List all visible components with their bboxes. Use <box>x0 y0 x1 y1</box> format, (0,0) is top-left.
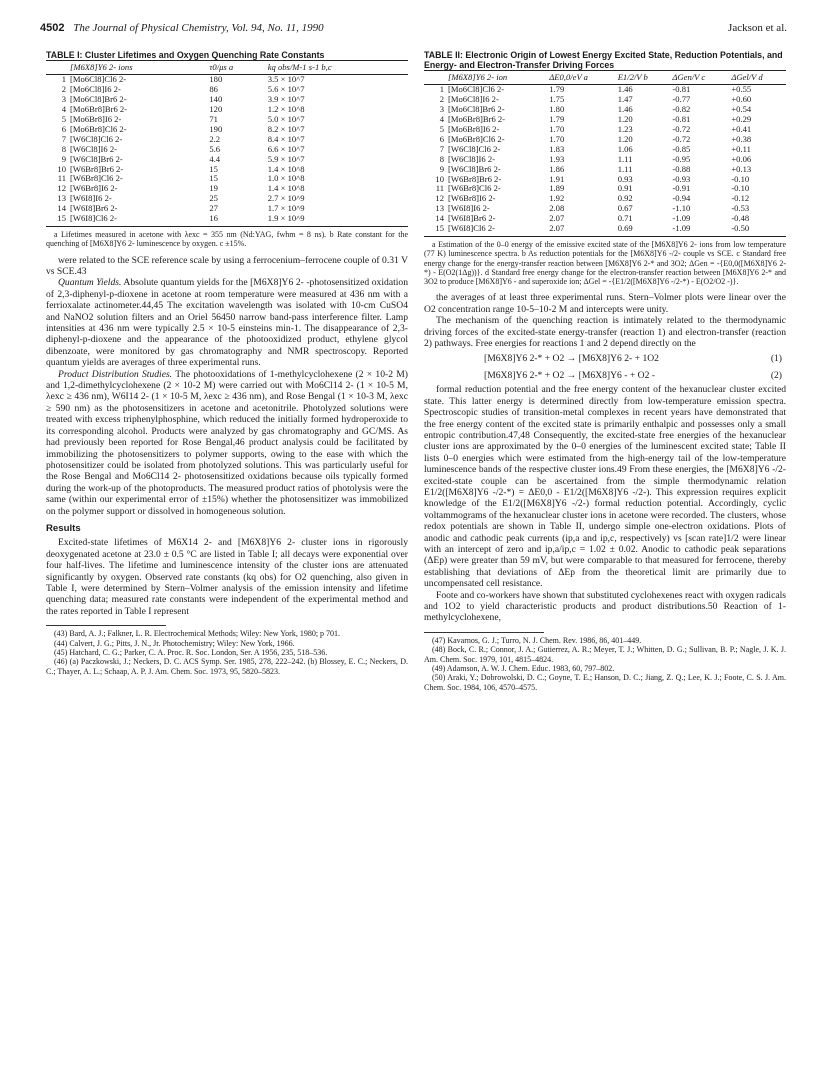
table1-cell: 3.5 × 10^7 <box>267 74 305 85</box>
table2-cell: +0.06 <box>731 153 752 164</box>
table1-cell: 3 <box>61 94 66 105</box>
table1-cell: [W6Br8]Br6 2- <box>70 163 124 174</box>
table1-cell: 1.4 × 10^8 <box>267 163 305 174</box>
table2-cell: [W6Br8]Cl6 2- <box>448 183 501 194</box>
table1-cell: 14 <box>57 203 66 214</box>
left-paragraph-4: Excited-state lifetimes of M6X14 2- and [M6X8]Y6 2- cluster ions in rigorously deoxygenated acetone at 23.0 ± 0.5 °C are listed in Table I; all decays were exponential over four half-lives. The lifetime and luminescence intensity of the cluster ions are attenuated significantly by oxygen. Observed rate constants (kq obs) for O2 quenching, also given in Table I, were determined by Stern–Volmer analysis of the emission intensity and lifetime quenching data; measured rate constants were independent of the experimental method and the rates reported in Table I represent <box>46 537 408 617</box>
table2-cell: -0.53 <box>731 203 750 214</box>
table1-cell: 27 <box>209 203 218 214</box>
table2-cell: 1 <box>439 84 444 95</box>
table1-cell: 11 <box>57 173 66 184</box>
table1-cell: 4 <box>61 104 66 115</box>
table2-cell: 1.70 <box>549 124 565 135</box>
table2-cell: -1.10 <box>672 203 691 214</box>
table1-cell: [Mo6Cl8]I6 2- <box>70 84 121 95</box>
product-distribution-text: The photooxidations of 1-methylcyclohexene (2 × 10-2 M) and 1,2-dimethylcyclohexene (2 × 10-2 M) were carried out with Mo6Cl14 2- (1 × 10-5 M, λexc ≥ 436 nm), W6I14 2- (1 × 10-5 M, λexc ≥ 436 nm), and Rose Bengal (1 × 10-3 M, λexc ≥ 590 nm) as the photosensitizers in acetone and acetonitrile. Photolyzed solutions were treated with excess triphenylphosphine, which reduced the initially formed hydroperoxide to its corresponding alcohol. Products were analyzed by gas chromatography and GC/MS. As had previously been reported for Rose Bengal,46 product analysis could be facilitated by immobilizing the photosensitizers to polymer supports, owing to the ease with which the photosensitizer could be isolated from photolyzed solutions. This was particularly useful for the Rose Bengal and Mo6Cl14 2- photosensitized oxidations because oils typically formed during the work-up of the photoproducts. The measured product ratios of photolysis were the same (within our experimental error of ±15%) whether the photosensitizer was immobilized on the polymer support or dissolved in homogeneous solution. <box>46 368 409 517</box>
table2-cell: [W6Cl8]Cl6 2- <box>448 143 501 154</box>
table2-cell: [W6Br8]I6 2- <box>448 193 496 204</box>
table2-cell: 1.91 <box>549 173 565 184</box>
table2-cell: -0.93 <box>672 173 691 184</box>
table2-cell: 6 <box>439 133 444 144</box>
right-column <box>424 50 786 692</box>
table1-cell: 5 <box>61 114 66 125</box>
right-references <box>424 636 786 692</box>
table1-cell: 5.6 <box>209 143 221 154</box>
table2-cell: 1.46 <box>617 84 633 95</box>
table2-cell: [W6I8]I6 2- <box>448 203 490 214</box>
table2-cell: 1.86 <box>549 163 565 174</box>
table1-cell: 3.9 × 10^7 <box>267 94 305 105</box>
table2-cell: +0.29 <box>731 114 752 125</box>
table1-cell: 6.6 × 10^7 <box>267 143 305 154</box>
table1-cell: 180 <box>209 74 223 85</box>
table1-cell: 140 <box>209 94 223 105</box>
table1-cell: 120 <box>209 104 223 115</box>
table2-cell: 0.93 <box>617 173 633 184</box>
table2-cell: 0.92 <box>617 193 633 204</box>
table1-footnote: a Lifetimes measured in acetone with λexc = 355 nm (Nd:YAG, fwhm = 8 ns). b Rate constant for the quenching of [M6X8]Y6 2- luminescence by oxygen. c ±15%. <box>46 230 408 249</box>
table2-cell: 0.71 <box>617 213 633 224</box>
equation-2-text: [M6X8]Y6 2-* + O2 → [M6X8]Y6 - + O2 - <box>484 369 655 381</box>
table2-cell: ΔGen/V c <box>670 71 729 85</box>
table2-cell: 1.47 <box>617 94 633 105</box>
table2-cell: -0.91 <box>672 183 691 194</box>
page-number: 4502 <box>40 22 65 34</box>
table1-cell: 1.0 × 10^8 <box>267 173 305 184</box>
table2-cell: 2.07 <box>549 213 565 224</box>
table1-cell: [Mo6Cl8]Cl6 2- <box>70 74 127 85</box>
left-column <box>46 50 408 676</box>
table2-cell: 1.23 <box>617 124 633 135</box>
table2-cell: 2.07 <box>547 224 615 236</box>
left-paragraph-2 <box>46 277 408 368</box>
table2 <box>424 70 786 237</box>
table2-cell: 1.92 <box>549 193 565 204</box>
table2-cell: -0.10 <box>731 183 750 194</box>
right-paragraph-4: Foote and co-workers have shown that substituted cyclohexenes react with oxygen radicals and 1O2 to yield characteristic products and product distributions.50 Reaction of 1-methylcyclohexene, <box>424 589 786 624</box>
table1-cell: 1.4 × 10^8 <box>267 183 305 194</box>
table1-cell: 6 <box>61 123 66 134</box>
equation-2-number: (2) <box>770 369 782 381</box>
table2-cell: 1.20 <box>617 114 633 125</box>
table2-cell: 3 <box>439 104 444 115</box>
table2-cell: -0.81 <box>672 84 691 95</box>
table1-cell: [Mo6Br8]Br6 2- <box>70 104 128 115</box>
table2-cell: 2.08 <box>549 203 565 214</box>
table1-cell: 15 <box>209 173 218 184</box>
table1-cell: 13 <box>57 193 66 204</box>
table2-cell: 1.93 <box>549 153 565 164</box>
table2-cell: -0.95 <box>672 153 691 164</box>
equation-1-text: [M6X8]Y6 2-* + O2 → [M6X8]Y6 2- + 1O2 <box>484 352 659 364</box>
table2-cell: 1.70 <box>549 133 565 144</box>
table2-cell: -0.82 <box>672 104 691 115</box>
table1-cell: 4.4 <box>209 153 221 164</box>
table2-cell: -0.72 <box>672 124 691 135</box>
table1-cell: 15 <box>46 214 68 226</box>
table2-cell: +0.11 <box>731 143 751 154</box>
table1-cell: 1.2 × 10^8 <box>267 104 305 115</box>
table2-cell: 1.89 <box>549 183 565 194</box>
table1-cell: 71 <box>209 114 218 125</box>
table1-cell <box>46 61 68 75</box>
table1-cell: [W6I8]Br6 2- <box>70 203 118 214</box>
table1 <box>46 60 408 227</box>
table2-cell: -0.88 <box>672 163 691 174</box>
table2-cell: 4 <box>439 114 444 125</box>
table1-cell: 16 <box>207 214 265 226</box>
table1-cell: [W6Cl8]Cl6 2- <box>70 133 123 144</box>
quantum-yields-text: Absolute quantum yields for the [M6X8]Y6 2- -photosensitized oxidation of 2,3-diphenyl-p-dioxene in acetone at room temperature were measured at 436 nm with a ferrioxalate actinometer.44,45 The excitation wavelength was isolated with 10-cm CuSO4 and NaNO2 solution filters and an Oriel 56450 narrow band-pass interference filter. Lamp intensities at 436 nm were typically 2.5 × 10-5 einsteins min-1. The disappearance of 2,3-diphenyl-p-dioxene and the appearance of the photooxidized product, ethylene glycol dibenzoate, were monitored by gas chromatography and NMR spectroscopy. Reported quantum yields are averages of three experimental runs. <box>46 277 408 369</box>
table2-cell: 8 <box>439 153 444 164</box>
table2-cell: 0.69 <box>616 224 671 236</box>
table2-cell: +0.38 <box>731 133 752 144</box>
product-distribution-heading: Product Distribution Studies. <box>58 368 173 380</box>
equation-1 <box>424 350 786 367</box>
table1-cell: τ0/μs a <box>207 61 265 75</box>
reference-item: (48) Bock, C. R.; Connor, J. A.; Gutierrez, A. R.; Meyer, T. J.; Whitten, D. G.; Sullivan, B. P.; Nagle, J. K. J. Am. Chem. Soc. 1979, 101, 4815–4824. <box>424 645 786 664</box>
table2-cell: 9 <box>439 163 444 174</box>
table1-cell: 1.7 × 10^9 <box>267 203 305 214</box>
table2-cell: [W6Cl8]Br6 2- <box>448 163 501 174</box>
table2-cell: 0.67 <box>617 203 633 214</box>
table2-cell: 1.75 <box>549 94 565 105</box>
table2-cell: 11 <box>435 183 444 194</box>
table1-cell: 190 <box>209 123 223 134</box>
page-header <box>40 22 787 38</box>
running-authors: Jackson et al. <box>728 22 787 34</box>
table1-cell: 5.6 × 10^7 <box>267 84 305 95</box>
table2-cell: [Mo6Cl8]Cl6 2- <box>448 84 505 95</box>
table1-cell: [W6Br8]Cl6 2- <box>70 173 123 184</box>
table1-cell: 2.2 <box>209 133 221 144</box>
left-paragraph-1: were related to the SCE reference scale by using a ferrocenium–ferrocene couple of 0.31 V vs SCE.43 <box>46 254 408 277</box>
equation-2 <box>424 367 786 384</box>
table2-cell: -1.09 <box>670 224 729 236</box>
table1-cell: 86 <box>209 84 218 95</box>
table2-cell: ΔE0,0/eV a <box>547 71 615 85</box>
table2-cell: E1/2/V b <box>616 71 671 85</box>
table2-cell: 1.11 <box>617 163 633 174</box>
table1-cell: [W6I8]Cl6 2- <box>68 214 207 226</box>
right-paragraph-1: the averages of at least three experimental runs. Stern–Volmer plots were linear over the O2 concentration range 10-5–10-2 M and intercepts were unity. <box>424 292 786 315</box>
table1-cell: 7 <box>61 133 66 144</box>
table-row <box>46 214 408 226</box>
table2-cell: 13 <box>435 203 444 214</box>
table1-cell: 25 <box>209 193 218 204</box>
table2-cell: 14 <box>435 213 444 224</box>
table1-cell: 12 <box>57 183 66 194</box>
table1-cell: 8.4 × 10^7 <box>267 133 305 144</box>
reference-item: (44) Calvert, J. G.; Pitts, J. N., Jr. Photochemistry; Wiley: New York, 1966. <box>54 638 295 648</box>
reference-item: (49) Adamson, A. W. J. Chem. Educ. 1983, 60, 797–802. <box>432 664 615 674</box>
table2-cell: -0.85 <box>672 143 691 154</box>
table2-footnote: a Estimation of the 0–0 energy of the emissive excited state of the [M6X8]Y6 2- ions from low temperature (77 K) luminescence spectra. b As reduction potentials for the [M6X8]Y6 -/2- couple vs SCE. c Standard free energy change for the energy-transfer reaction between [M6X8]Y6 2-* and 3O2; ΔGen = -{E0,0([M6X8]Y6 2-*) - E(O2(1Δg))}. d Standard free energy change for the electron-transfer reaction between [M6X8]Y6 2-* and 3O2 to produce [M6X8]Y6 - and superoxide ion; ΔGel = -{E1/2([M6X8]Y6 -/2-*) - E(O2/O2 -)}. <box>424 240 786 287</box>
table1-cell: 9 <box>61 153 66 164</box>
table2-cell: -0.94 <box>672 193 691 204</box>
table2-cell: 1.79 <box>549 114 565 125</box>
right-paragraph-2: The mechanism of the quenching reaction is intimately related to the thermodynamic driving forces of the excited-state energy-transfer (reaction 1) and electron-transfer (reaction 2) pathways. Free energies for reactions 1 and 2 depend directly on the <box>424 315 786 350</box>
table2-cell: 1.11 <box>617 153 633 164</box>
table1-cell: [Mo6Cl8]Br6 2- <box>70 94 127 105</box>
table2-cell: 15 <box>424 224 446 236</box>
reference-item: (46) (a) Paczkowski, J.; Neckers, D. C. ACS Symp. Ser. 1985, 278, 222–242. (b) Blossey, E. C.; Neckers, D. C.; Thayer, A. L.; Schaap, A. P. J. Am. Chem. Soc. 1973, 95, 5820–5823. <box>46 657 408 676</box>
journal-title: The Journal of Physical Chemistry, Vol. 94, No. 11, 1990 <box>73 22 324 34</box>
table2-cell: -0.81 <box>672 114 691 125</box>
reference-item: (50) Araki, Y.; Dobrowolski, D. C.; Goyne, T. E.; Hanson, D. C.; Jiang, Z. Q.; Lee, K. J.; Foote, C. S. J. Am. Chem. Soc. 1984, 106, 4570–4575. <box>424 673 786 692</box>
table2-cell: -0.72 <box>672 133 691 144</box>
table2-cell: 0.91 <box>617 183 633 194</box>
table2-cell: -1.09 <box>672 213 691 224</box>
table1-cell: 19 <box>209 183 218 194</box>
table1-cell: 8 <box>61 143 66 154</box>
table2-cell: [M6X8]Y6 2- ion <box>446 71 547 85</box>
table2-cell: -0.10 <box>731 173 750 184</box>
table1-cell: 10 <box>57 163 66 174</box>
table2-cell: [W6Br8]Br6 2- <box>448 173 502 184</box>
table1-cell: [W6Cl8]Br6 2- <box>70 153 123 164</box>
footnote-rule-right <box>424 632 544 633</box>
reference-item: (45) Hatchard, C. G.; Parker, C. A. Proc. R. Soc. London, Ser. A 1956, 235, 518–536. <box>54 648 328 657</box>
table2-cell: [Mo6Cl8]I6 2- <box>448 94 499 105</box>
table1-cell: [Mo6Br8]I6 2- <box>70 114 122 125</box>
table2-cell: [Mo6Br8]Br6 2- <box>448 114 506 125</box>
table2-cell: [W6Cl8]I6 2- <box>448 153 496 164</box>
footnote-rule <box>46 625 166 626</box>
table2-cell: -0.77 <box>672 94 691 105</box>
table1-caption: TABLE I: Cluster Lifetimes and Oxygen Quenching Rate Constants <box>46 50 325 60</box>
right-paragraph-3: formal reduction potential and the free energy content of the hexanuclear cluster excited state. This latter energy is determined directly from low-temperature emission spectra. Spectroscopic studies of transition-metal complexes in recent years have demonstrated that the free energy content of the excited state is primarily enthalpic and possesses only a small entropic contribution.47,48 Consequently, the excited-state free energies of the hexanuclear cluster ions are approximated by the 0–0 energies of the luminescent excited state; Table II lists 0–0 energies which were estimated from the high-energy tail of the low-temperature luminescence bands of the respective cluster ions.49 From these energies, the [M6X8]Y6 -/2- excited-state couple can be ascertained from the simple thermodynamic relation E1/2([M6X8]Y6 -/2-*) = ΔE0,0 - E1/2([M6X8]Y6 -/2-). This expression requires explicit knowledge of the E1/2([M6X8]Y6 -/2-) formal reduction potential. Accordingly, cyclic voltammograms of the hexanuclear cluster ions in acetone were recorded. The clusters, whose redox potentials are shown in Table II, undergo simple one-electron oxidations. Plots of anodic and cathodic peak currents (ip,a and ip,c, respectively) vs [scan rate]1/2 were linear with an intercept of zero and ip,a/ip,c = 1.02 ± 0.02. Anodic to cathodic peak separations (ΔEp) were greater than 59 mV, but were comparable to that measured for ferrocene, thereby establishing that deviations of ΔEp from the theoretical limit are primarily due to uncompensated cell resistance. <box>424 384 786 590</box>
table2-cell: -0.12 <box>731 193 750 204</box>
table1-cell: 5.9 × 10^7 <box>267 153 305 164</box>
table2-cell: 1.80 <box>549 104 565 115</box>
table2-cell <box>424 71 446 85</box>
table2-cell: 7 <box>439 143 444 154</box>
table2-cell: 5 <box>439 124 444 135</box>
left-references <box>46 629 408 676</box>
table2-caption: TABLE II: Electronic Origin of Lowest Energy Excited State, Reduction Potentials, and Energy- and Electron-Transfer Driving Forces <box>424 50 783 70</box>
table1-cell: [W6I8]I6 2- <box>70 193 112 204</box>
table2-cell: 2 <box>439 94 444 105</box>
table2-cell: 1.20 <box>617 133 633 144</box>
table1-cell: 1 <box>61 74 66 85</box>
results-heading: Results <box>46 522 81 534</box>
reference-item: (43) Bard, A. J.; Falkner, L. R. Electrochemical Methods; Wiley: New York, 1980; p 701. <box>54 629 341 639</box>
table2-cell: -0.50 <box>729 224 786 236</box>
table1-cell: kq obs/M-1 s-1 b,c <box>266 61 408 75</box>
table1-cell: 1.9 × 10^9 <box>266 214 408 226</box>
table1-cell: [W6Br8]I6 2- <box>70 183 118 194</box>
table2-cell: +0.41 <box>731 124 752 135</box>
table2-cell: 10 <box>435 173 444 184</box>
table2-cell: [W6I8]Cl6 2- <box>446 224 547 236</box>
table2-cell: 1.46 <box>617 104 633 115</box>
table2-cell: 1.79 <box>549 84 565 95</box>
table2-cell: 1.06 <box>617 143 633 154</box>
table1-cell: 2 <box>61 84 66 95</box>
table2-cell: +0.60 <box>731 94 752 105</box>
table2-cell: [W6I8]Br6 2- <box>448 213 496 224</box>
left-paragraph-3 <box>46 369 408 517</box>
quantum-yields-heading: Quantum Yields. <box>58 277 122 289</box>
table2-cell: -0.48 <box>731 213 750 224</box>
table2-cell: ΔGel/V d <box>729 71 786 85</box>
reference-item: (47) Kavarnos, G. J.; Turro, N. J. Chem. Rev. 1986, 86, 401–449. <box>432 635 642 645</box>
table2-cell: +0.54 <box>731 104 752 115</box>
table1-cell: 2.7 × 10^9 <box>267 193 305 204</box>
table1-cell: 5.0 × 10^7 <box>267 114 305 125</box>
table2-cell: +0.55 <box>731 84 752 95</box>
table-row <box>424 224 786 236</box>
table1-cell: [Mo6Br8]Cl6 2- <box>70 123 127 134</box>
table1-cell: 15 <box>209 163 218 174</box>
table1-cell: [M6X8]Y6 2- ions <box>68 61 207 75</box>
table2-cell: 12 <box>435 193 444 204</box>
table1-cell: [W6Cl8]I6 2- <box>70 143 118 154</box>
table2-cell: 1.83 <box>549 143 565 154</box>
table2-cell: +0.13 <box>731 163 752 174</box>
table2-cell: [Mo6Br8]I6 2- <box>448 124 500 135</box>
table2-cell: [Mo6Br8]Cl6 2- <box>448 133 505 144</box>
table2-cell: [Mo6Cl8]Br6 2- <box>448 104 505 115</box>
table1-cell: 8.2 × 10^7 <box>267 123 305 134</box>
equation-1-number: (1) <box>770 352 782 364</box>
